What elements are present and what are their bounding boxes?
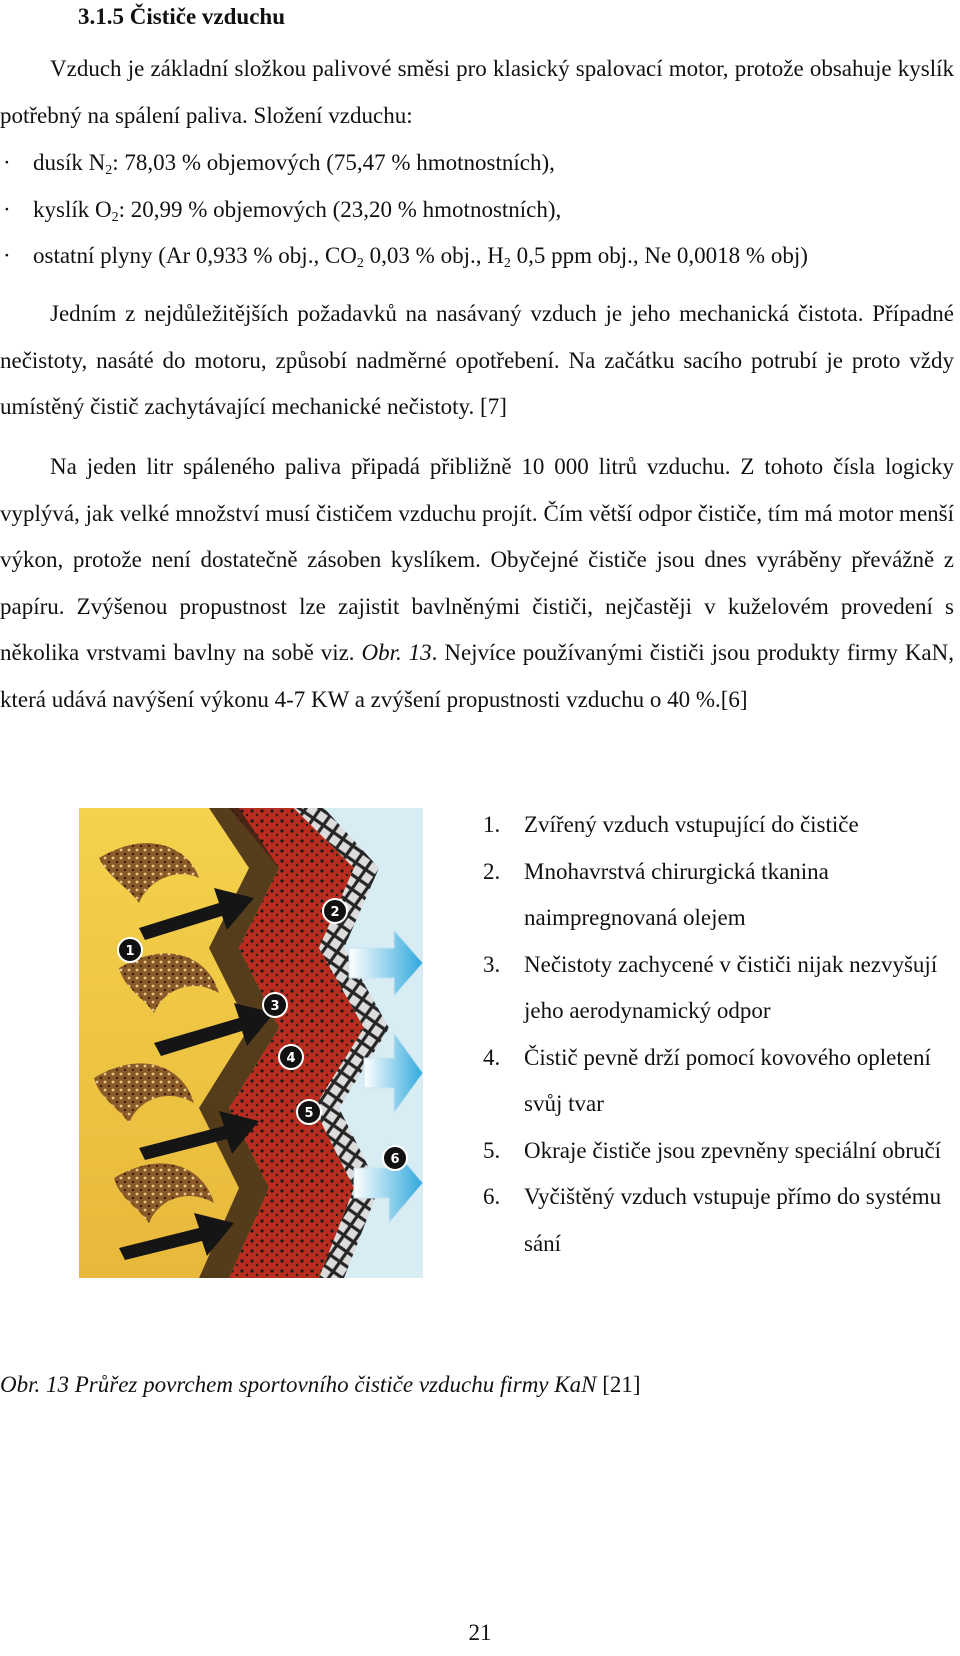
svg-text:6: 6 xyxy=(390,1152,400,1167)
paragraph-cleanliness: Jedním z nejdůležitějších požadavků na nasávaný vzduch je jeho mechanická čistota. Případné nečistoty, nasáté do motoru, způsobí nadměrné opotřebení. Na začátku sacího potrubí je proto vždy umístěný čistič zachytávající mechanické nečistoty. [7] xyxy=(0,301,954,419)
marker-5-icon xyxy=(297,1100,321,1124)
legend-item-6: 6. Vyčištěný vzduch vstupuje přímo do systému sání xyxy=(483,1184,942,1256)
legend-item-3: 3. Nečistoty zachycené v čističi nijak nezvyšují jeho aerodynamický odpor xyxy=(483,951,938,1023)
air-filter-cross-section-illustration xyxy=(79,808,423,1278)
figure-reference: Obr. 13 xyxy=(361,640,432,665)
air-composition-list xyxy=(0,140,808,280)
list-item-oxygen: · kyslík $O_2$: 20,99 % objemových (23,20 % hmotnostních), xyxy=(3,196,562,225)
svg-text:1: 1 xyxy=(125,944,135,959)
section-heading: 3.1.5 Čističe vzduchu xyxy=(78,4,285,29)
figure-caption: Obr. 13 Průřez povrchem sportovního čističe vzduchu firmy KaN [21] xyxy=(0,1372,641,1397)
figure-legend xyxy=(480,802,960,1267)
svg-text:3: 3 xyxy=(270,999,280,1014)
legend-item-1: 1. Zvířený vzduch vstupující do čističe xyxy=(483,812,859,837)
marker-6-icon xyxy=(383,1146,407,1170)
page-number: 21 xyxy=(468,1620,492,1645)
legend-item-2: 2. Mnohavrstvá chirurgická tkanina naimpregnovaná olejem xyxy=(483,858,829,930)
legend-item-5: 5. Okraje čističe jsou zpevněny speciální obručí xyxy=(483,1137,942,1163)
paragraph-air-volume: Na jeden litr spáleného paliva připadá přibližně 10 000 litrů vzduchu. Z tohoto čísla logicky vyplývá, jak velké množství musí čističem vzduchu projít. Čím větší odpor čističe, tím má motor menší výkon, protože není dostatečně zásoben kyslíkem. Obyčejné čističe jsou dnes vyráběny převážně z papíru. Zvýšenou propustnost lze zajistit bavlněnými čističi, nejčastěji v kuželovém provedení s několika vrstvami bavlny na sobě viz. Obr. 13. Nejvíce používanými čističi jsou produkty firmy KaN, která udává navýšení výkonu 4-7 KW a zvýšení propustnosti vzduchu o 40 %.[6] xyxy=(0,454,955,712)
list-item-other-gases: · ostatní plyny (Ar 0,933 % obj., $CO_2$ 0,03 % obj., $H_2$ 0,5 ppm obj., Ne 0,0018 % obj) xyxy=(3,243,808,271)
legend-item-4: 4. Čistič pevně drží pomocí kovového opletení svůj tvar xyxy=(483,1044,931,1116)
marker-1-icon xyxy=(118,938,142,962)
list-item-nitrogen: · dusík $N_2$: 78,03 % objemových (75,47 % hmotnostních), xyxy=(3,150,555,178)
marker-2-icon xyxy=(323,899,347,923)
svg-text:5: 5 xyxy=(304,1106,314,1121)
svg-text:2: 2 xyxy=(330,905,340,920)
marker-3-icon xyxy=(263,993,287,1017)
marker-4-icon xyxy=(279,1045,303,1069)
svg-text:4: 4 xyxy=(286,1051,296,1066)
paragraph-intro: Vzduch je základní složkou palivové směsi pro klasický spalovací motor, protože obsahuje kyslík potřebný na spálení paliva. Složení vzduchu: xyxy=(0,56,954,128)
